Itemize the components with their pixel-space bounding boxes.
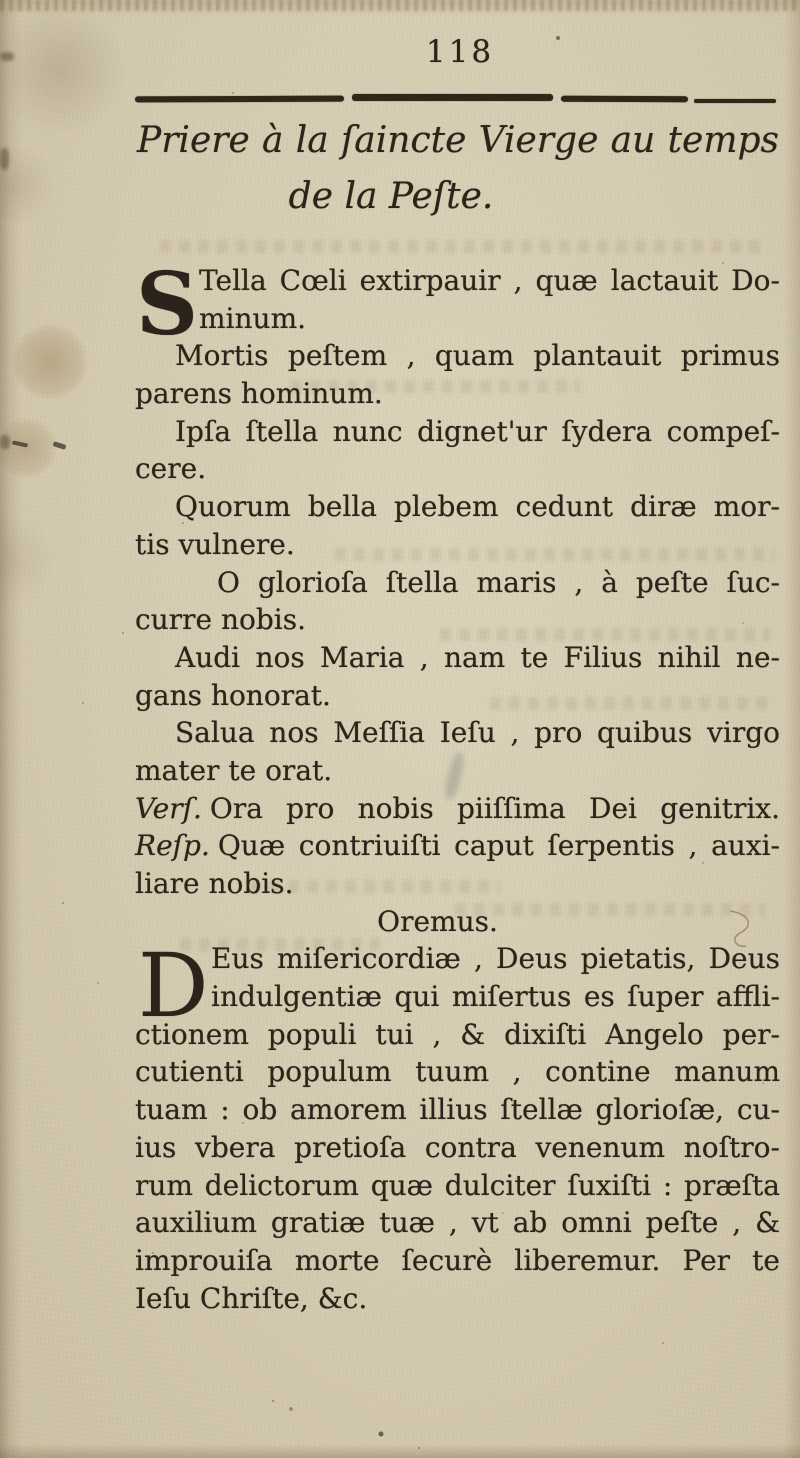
edge-mark — [0, 52, 14, 61]
prayer-line: Eus miſericordiæ , Deus pietatis, Deus — [211, 942, 780, 976]
versicle-text: Ora pro nobis piiſſima Dei genitrix. — [209, 791, 780, 825]
edge-mark — [0, 148, 9, 170]
scan-edge-streaks — [0, 0, 800, 11]
prayer-line: improuiſa morte ſecurè liberemur. Per te — [135, 1243, 780, 1277]
ink-dash-mark — [12, 440, 28, 447]
hymn-line: cere. — [135, 452, 207, 486]
response-text: Quæ contriuiſti caput ſerpentis , auxi- — [217, 829, 780, 863]
prayer-line: Ieſu Chriſte, &c. — [135, 1281, 368, 1315]
hymn-line: Salua nos Meſſia Ieſu , pro quibus virgo — [175, 716, 780, 750]
prayer-line: auxilium gratiæ tuæ , vt ab omni peſte , & — [135, 1206, 780, 1240]
text-block — [135, 254, 780, 1317]
response-label: Reſp. — [135, 829, 210, 863]
hymn-line: Quorum bella plebem cedunt diræ mor- — [175, 490, 780, 524]
rule-segment — [135, 96, 344, 103]
edge-mark — [0, 435, 10, 449]
title-line-1: Priere à la ſaincte Vierge au temps — [137, 120, 779, 161]
rule-segment — [694, 99, 776, 103]
hymn-line: Tella Cœli extirpauir , quæ lactauit Do- — [199, 264, 780, 297]
hymn-line: Audi nos Maria , nam te Filius nihil ne- — [175, 640, 780, 674]
rule-segment — [561, 96, 688, 102]
hymn-line: mater te orat. — [135, 753, 333, 787]
hymn-line: minum. — [199, 301, 307, 335]
versicle-line — [135, 790, 780, 828]
show-through-text — [160, 240, 760, 253]
page-number: 118 — [425, 34, 495, 70]
prayer-line: ctionem populi tui , & dixiſti Angelo per- — [135, 1017, 780, 1051]
drop-cap-s: S — [136, 254, 199, 355]
hymn-line: O glorioſa ſtella maris , à peſte ſuc- — [217, 565, 780, 599]
prayer-line: tuam : ob amorem illius ſtellæ glorioſæ, cu- — [135, 1093, 780, 1127]
drop-cap-d: D — [138, 934, 209, 1037]
title-line-2: de la Peſte. — [288, 176, 494, 217]
prayer-line: cutienti populum tuum , contine manum — [135, 1055, 780, 1089]
prayer-line: ius vbera pretioſa contra venenum noſtro- — [135, 1130, 780, 1164]
prayer-line: indulgentiæ qui miſertus es ſuper affli- — [211, 980, 780, 1014]
hymn-line: Mortis peſtem , quam plantauit primus — [175, 339, 780, 373]
prayer-line: rum delictorum quæ dulciter ſuxiſti : præſta — [135, 1168, 780, 1202]
hymn-line: parens hominum. — [135, 377, 383, 411]
response-line — [135, 827, 780, 865]
versicle-label: Verſ. — [135, 791, 202, 825]
hymn-line: gans honorat. — [135, 678, 331, 712]
hymn-line: Ipſa ſtella nunc dignet'ur ſydera compeſ- — [175, 414, 780, 448]
hymn-line: curre nobis. — [135, 603, 306, 637]
paper-speckles — [0, 0, 2, 2]
oremus-heading: Oremus. — [377, 904, 498, 938]
ink-dash-mark — [53, 441, 67, 450]
hymn-line: tis vulnere. — [135, 527, 295, 561]
response-line: liare nobis. — [135, 867, 294, 900]
rule-segment — [352, 94, 553, 101]
